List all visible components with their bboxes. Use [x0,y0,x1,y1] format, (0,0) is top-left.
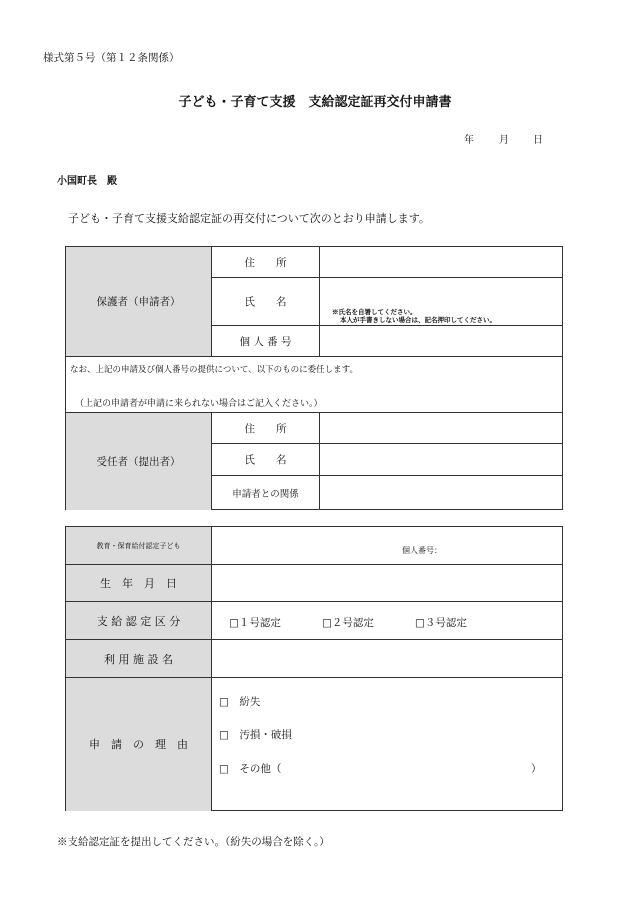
name-note-1: ※氏名を自署してください。 [332,308,417,316]
name-note-2: 本人が手書きしない場合は、記名押印してください。 [340,316,496,324]
facility-label: 利 用 施 設 名 [104,652,173,666]
proxy-relation-field[interactable] [320,476,563,510]
proxy-address-label: 住 所 [244,422,287,435]
proxy-relation-label: 申請者との関係 [232,489,299,500]
category-option-1[interactable]: □１号認定 [229,617,281,629]
child-label: 教育・保育給付認定子ども [96,541,181,550]
birth-date-label: 生 年 月 日 [100,577,177,590]
category-option-2[interactable]: □２号認定 [322,617,374,629]
reason-other[interactable]: □ その他（ [219,763,282,775]
proxy-address-field[interactable] [320,413,563,443]
addressee: 小国町長 殿 [57,176,117,187]
document-title: 子ども・子育て支援 支給認定証再交付申請書 [178,95,452,110]
child-field[interactable] [212,527,563,564]
category-option-3[interactable]: □３号認定 [415,617,467,629]
category-label: 支 給 認 定 区 分 [96,614,181,628]
footnote: ※支給認定証を提出してください。（紛失の場合を除く。） [57,836,330,848]
reason-label: 申 請 の 理 由 [89,738,188,751]
form-number: 様式第５号（第１２条関係） [43,52,180,64]
date-day[interactable]: 日 [533,135,543,146]
delegation-note: （上記の申請者が申請に来られない場合はご記入ください。） [75,399,323,409]
facility-field[interactable] [212,640,563,677]
child-personal-number-label: 個人番号： [402,546,442,555]
address-field[interactable] [320,247,563,277]
proxy-name-field[interactable] [320,444,563,475]
reason-other-close: ） [531,763,542,775]
personal-number-label: 個 人 番 号 [239,335,292,348]
date-month[interactable]: 月 [499,135,509,146]
address-label: 住 所 [244,256,287,269]
name-field[interactable] [320,278,563,325]
delegation-text: なお、上記の申請及び個人番号の提供について、以下のものに委任します。 [70,365,358,375]
reason-lost[interactable]: □ 紛失 [219,696,261,708]
birth-date-field[interactable] [212,565,563,601]
date-year[interactable]: 年 [464,135,474,146]
intro-text: 子ども・子育て支援支給認定証の再交付について次のとおり申請します。 [68,212,430,225]
proxy-label: 受任者（提出者） [96,456,181,468]
guardian-label: 保護者（申請者） [96,296,181,308]
proxy-name-label: 氏 名 [244,454,287,466]
reason-damaged[interactable]: □ 汚損・破損 [219,729,292,741]
name-label: 氏 名 [244,296,287,308]
personal-number-field[interactable] [320,326,563,356]
